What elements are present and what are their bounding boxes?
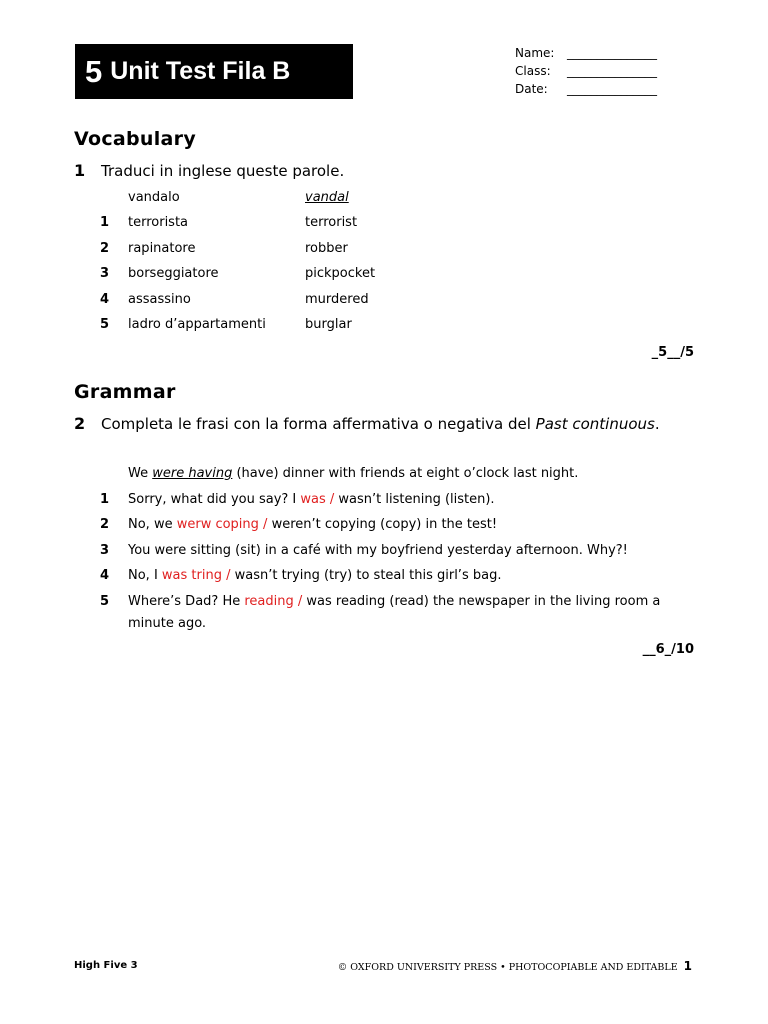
sentence-pre: No, I: [128, 568, 162, 583]
student-answer: was /: [300, 492, 335, 507]
vocab-english: terrorist: [305, 215, 358, 230]
vocab-item-number: 4: [100, 292, 110, 307]
vocab-row: [0, 266, 768, 288]
date-line: _______________: [567, 82, 657, 96]
sentence-pre: Sorry, what did you say? I: [128, 492, 301, 507]
unit-title: Unit Test Fila B: [110, 57, 291, 85]
vocab-english: burglar: [305, 317, 352, 332]
sentence-post: was reading (read) the newspaper in the living room a minute ago.: [128, 594, 661, 631]
instruction-end: .: [654, 415, 660, 433]
grammar-item-number: 2: [100, 517, 110, 532]
example-pre: We: [128, 466, 153, 481]
exercise-1-number: 1: [74, 161, 86, 180]
vocab-italian: assassino: [128, 292, 191, 307]
vocab-item-number: 2: [100, 241, 110, 256]
grammar-item-number: 5: [100, 594, 110, 609]
vocab-example-row: [0, 190, 768, 212]
date-field: [515, 80, 657, 98]
vocab-italian: terrorista: [128, 215, 189, 230]
sentence-pre: You were sitting (sit) in a café with my boyfriend yesterday afternoon. Why?!: [128, 543, 628, 558]
class-field: [515, 62, 657, 80]
unit-number: 5: [85, 53, 103, 89]
name-field: [515, 44, 657, 62]
student-answer: werw coping /: [176, 517, 268, 532]
name-line: _______________: [567, 46, 657, 60]
sentence-post: wasn’t trying (try) to steal this girl’s bag.: [230, 568, 502, 583]
vocab-italian: borseggiatore: [128, 266, 219, 281]
vocab-item-number: 1: [100, 215, 110, 230]
vocab-row: [0, 292, 768, 314]
vocab-row: [0, 317, 768, 339]
instruction-text: Completa le frasi con la forma affermativa o negativa del: [101, 415, 536, 433]
sentence-post: weren’t copying (copy) in the test!: [267, 517, 498, 532]
class-label: Class:: [515, 64, 551, 78]
vocab-item-number: 3: [100, 266, 110, 281]
student-answer: was tring /: [161, 568, 231, 583]
name-label: Name:: [515, 46, 555, 60]
student-answer: reading /: [244, 594, 303, 609]
vocab-italian: rapinatore: [128, 241, 196, 256]
vocabulary-heading: Vocabulary: [74, 128, 197, 150]
vocab-english: robber: [305, 241, 348, 256]
vocab-english: pickpocket: [305, 266, 376, 281]
footer-book-title: High Five 3: [74, 960, 138, 971]
vocab-italian: ladro d’appartamenti: [128, 317, 266, 332]
exercise-2-number: 2: [74, 414, 86, 433]
example-answer: were having: [152, 466, 233, 481]
class-line: _______________: [567, 64, 657, 78]
vocab-row: [0, 241, 768, 263]
sentence-pre: Where’s Dad? He: [128, 594, 245, 609]
vocab-example-italian: vandalo: [128, 190, 180, 205]
vocabulary-score: _5__/5: [651, 345, 694, 360]
unit-title-box: [75, 44, 353, 99]
grammar-item-number: 3: [100, 543, 110, 558]
exercise-2-instruction: [101, 413, 681, 435]
vocab-example-english: vandal: [305, 190, 349, 205]
vocab-english: murdered: [305, 292, 369, 307]
grammar-item-number: 4: [100, 568, 110, 583]
instruction-tense: Past continuous: [535, 415, 655, 433]
page-number: 1: [683, 959, 692, 973]
vocab-item-number: 5: [100, 317, 110, 332]
sentence-pre: No, we: [128, 517, 177, 532]
grammar-score: __6_/10: [642, 642, 694, 657]
exercise-1-instruction: Traduci in inglese queste parole.: [101, 162, 345, 180]
vocab-row: [0, 215, 768, 237]
example-post: (have) dinner with friends at eight o’clock last night.: [232, 466, 579, 481]
copyright-text: © OXFORD UNIVERSITY PRESS • PHOTOCOPIABLE AND EDITABLE: [337, 962, 678, 973]
grammar-item-number: 1: [100, 492, 110, 507]
date-label: Date:: [515, 82, 548, 96]
grammar-heading: Grammar: [74, 381, 176, 403]
footer-copyright: [338, 959, 692, 973]
sentence-post: wasn’t listening (listen).: [334, 492, 495, 507]
